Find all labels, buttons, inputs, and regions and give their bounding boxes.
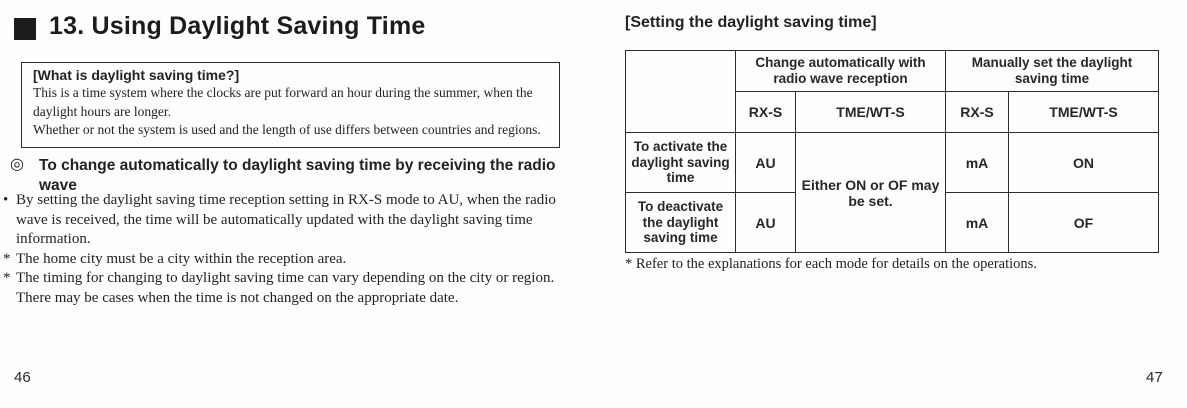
- column-group-header: Change automatically with radio wave reception: [736, 51, 946, 92]
- bullet-icon: •: [3, 192, 9, 208]
- chapter-title: 13. Using Daylight Saving Time: [49, 12, 426, 40]
- double-circle-icon: ◎: [10, 156, 24, 173]
- table-cell: OF: [1009, 193, 1159, 253]
- mode-header: RX-S: [736, 92, 796, 133]
- asterisk-icon: *: [3, 270, 11, 286]
- list-item: [3, 191, 559, 250]
- table-cell: ON: [1009, 133, 1159, 193]
- list-item: [3, 269, 559, 308]
- list-item-text: The home city must be a city within the reception area.: [16, 250, 347, 267]
- table-section-heading: [Setting the daylight saving time]: [625, 14, 877, 31]
- info-box: [21, 62, 560, 148]
- page-number-right: 47: [1146, 369, 1163, 386]
- mode-header: RX-S: [946, 92, 1009, 133]
- table-cell: AU: [736, 193, 796, 253]
- page-number-left: 46: [14, 369, 31, 386]
- section-heading: [10, 156, 562, 195]
- info-box-paragraph: This is a time system where the clocks are put forward an hour during the summer, when the daylight hours are longer.: [33, 85, 533, 119]
- table-footnote: * Refer to the explanations for each mode for details on the operations.: [625, 256, 1037, 272]
- info-box-heading: [What is daylight saving time?]: [33, 67, 240, 83]
- mode-header: TME/WT-S: [1009, 92, 1159, 133]
- table-cell: mA: [946, 133, 1009, 193]
- list-item: [3, 250, 559, 270]
- row-label: To activate the daylight saving time: [626, 133, 736, 193]
- table-cell-merged: Either ON or OF may be set.: [796, 133, 946, 253]
- asterisk-icon: *: [3, 250, 11, 267]
- list-item-text: By setting the daylight saving time reception setting in RX-S mode to AU, when the radio wave is received, the time will be automatically updated with the daylight saving time information.: [16, 192, 556, 247]
- bullet-list: [3, 191, 559, 308]
- section-heading-text: To change automatically to daylight saving time by receiving the radio wave: [39, 157, 556, 194]
- black-square-icon: [14, 18, 36, 40]
- list-item-text: The timing for changing to daylight saving time can vary depending on the city or region. There may be cases when the time is not changed on the appropriate date.: [16, 270, 555, 306]
- table-cell: mA: [946, 193, 1009, 253]
- chapter-title-row: [14, 12, 425, 41]
- column-group-header: Manually set the daylight saving time: [946, 51, 1159, 92]
- info-box-paragraph: Whether or not the system is used and the length of use differs between countries and regions.: [33, 122, 541, 137]
- dst-settings-table: [625, 50, 1159, 253]
- table-corner-cell: [626, 51, 736, 133]
- mode-header: TME/WT-S: [796, 92, 946, 133]
- row-label: To deactivate the daylight saving time: [626, 193, 736, 253]
- table-cell: AU: [736, 133, 796, 193]
